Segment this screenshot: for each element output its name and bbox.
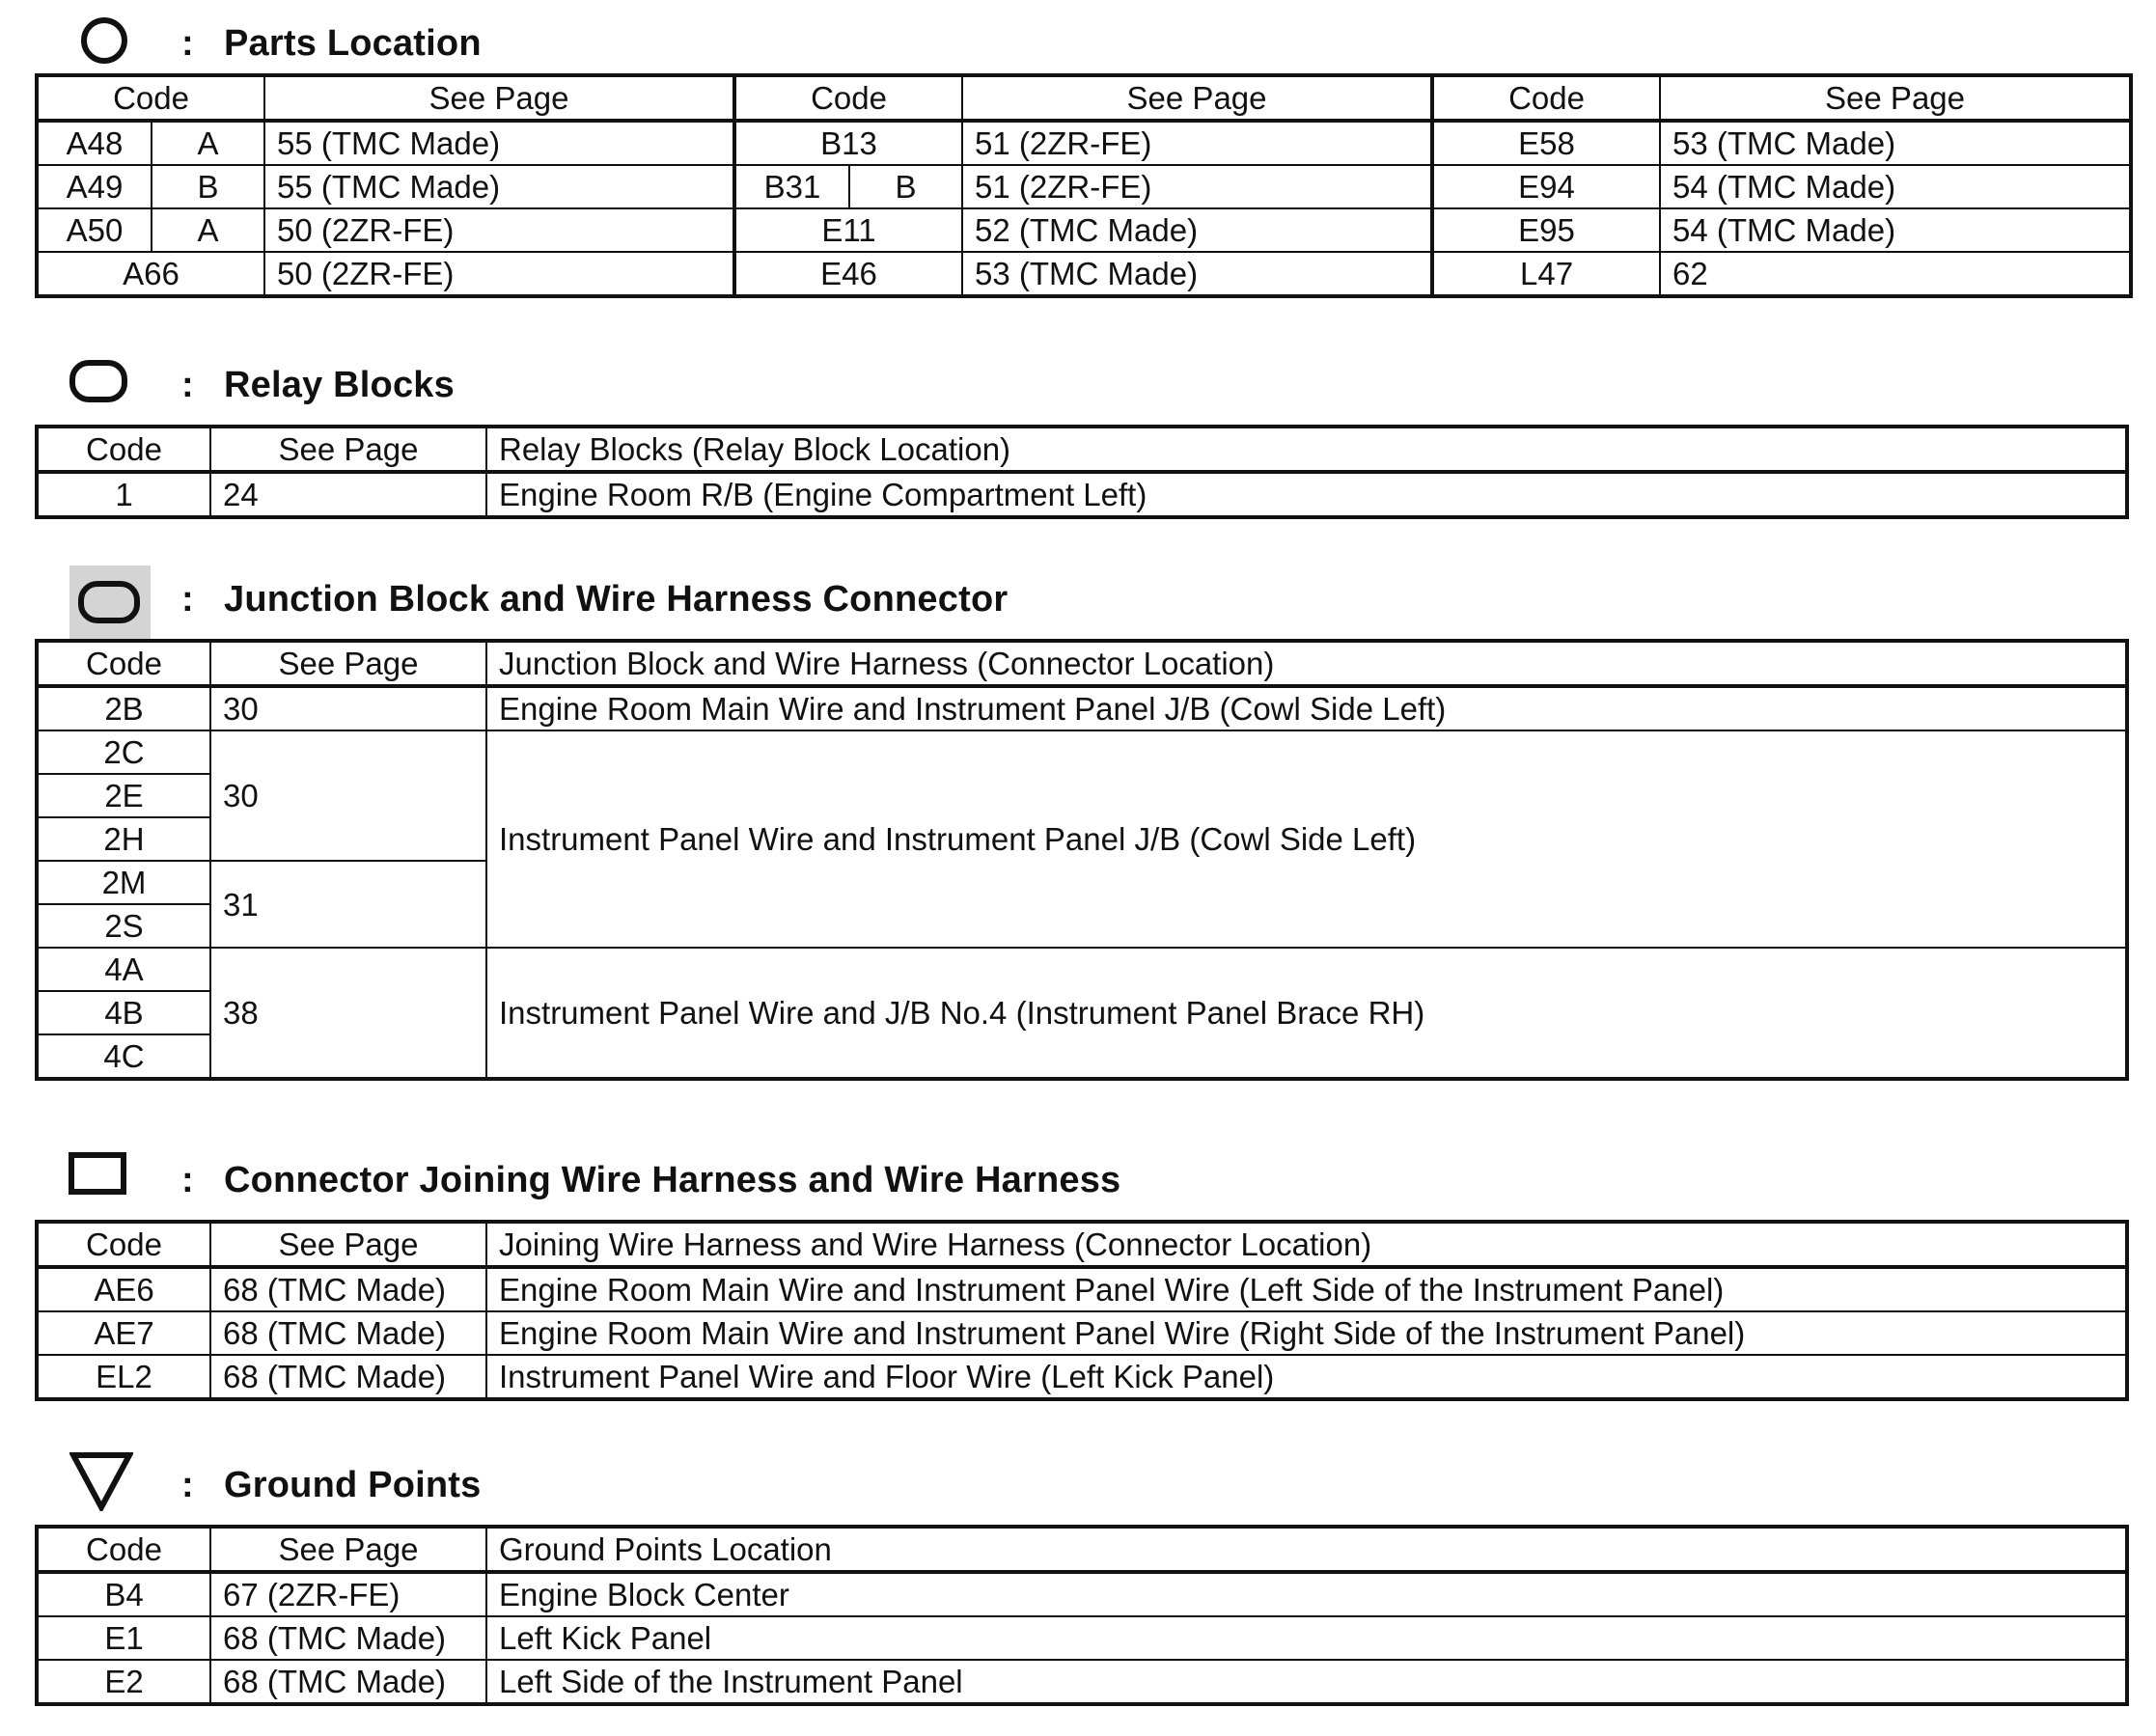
code-cell: 2B xyxy=(37,686,210,730)
table-row xyxy=(37,686,2127,730)
header-code: Code xyxy=(37,1222,210,1267)
page-cell: 62 xyxy=(1660,252,2131,296)
code-cell: 2C xyxy=(37,730,210,774)
heading-colon: : xyxy=(181,1465,194,1505)
code-cell: 2M xyxy=(37,861,210,904)
table-header-row xyxy=(37,1527,2127,1572)
page-cell: 30 xyxy=(210,686,486,730)
section-title: Parts Location xyxy=(224,23,482,64)
code-sub-cell: B xyxy=(849,165,962,208)
section-title: Connector Joining Wire Harness and Wire Harness xyxy=(224,1160,1121,1200)
square-icon xyxy=(68,1150,129,1199)
page-cell: 51 (2ZR-FE) xyxy=(962,165,1432,208)
page-cell: 53 (TMC Made) xyxy=(1660,121,2131,165)
table-row xyxy=(37,1660,2127,1704)
code-cell: B13 xyxy=(734,121,962,165)
description-cell: Engine Room R/B (Engine Compartment Left) xyxy=(486,472,2127,517)
section-title: Junction Block and Wire Harness Connector xyxy=(224,579,1009,620)
code-cell: EL2 xyxy=(37,1355,210,1399)
page-cell: 54 (TMC Made) xyxy=(1660,165,2131,208)
circle-icon xyxy=(79,15,129,66)
code-cell: A50 xyxy=(37,208,152,252)
table-row xyxy=(37,1267,2127,1311)
table-row xyxy=(37,208,2131,252)
page-cell: 30 xyxy=(210,730,486,861)
parts-location-heading xyxy=(0,10,2156,77)
table-row xyxy=(37,1311,2127,1355)
code-cell: B4 xyxy=(37,1572,210,1616)
page-cell: 54 (TMC Made) xyxy=(1660,208,2131,252)
code-cell: E94 xyxy=(1432,165,1660,208)
header-code: Code xyxy=(37,75,264,121)
code-sub-cell: A xyxy=(152,121,264,165)
table-header-row xyxy=(37,427,2127,472)
relay-blocks-heading xyxy=(0,351,2156,419)
code-cell: E58 xyxy=(1432,121,1660,165)
heading-colon: : xyxy=(181,365,194,405)
code-cell: AE7 xyxy=(37,1311,210,1355)
code-cell: 4A xyxy=(37,948,210,991)
header-description: Joining Wire Harness and Wire Harness (Connector Location) xyxy=(486,1222,2127,1267)
heading-colon: : xyxy=(181,579,194,620)
header-code: Code xyxy=(37,1527,210,1572)
page-cell: 55 (TMC Made) xyxy=(264,165,734,208)
heading-colon: : xyxy=(181,23,194,64)
table-row xyxy=(37,252,2131,296)
shaded-rounded-rect-icon xyxy=(69,565,151,639)
code-cell: E1 xyxy=(37,1616,210,1660)
description-cell: Engine Room Main Wire and Instrument Panel Wire (Left Side of the Instrument Panel) xyxy=(486,1267,2127,1311)
description-cell: Instrument Panel Wire and Instrument Panel J/B (Cowl Side Left) xyxy=(486,730,2127,948)
code-cell: 4C xyxy=(37,1034,210,1079)
code-cell: E46 xyxy=(734,252,962,296)
code-cell: 2H xyxy=(37,817,210,861)
header-description: Junction Block and Wire Harness (Connector Location) xyxy=(486,641,2127,686)
page-cell: 51 (2ZR-FE) xyxy=(962,121,1432,165)
header-description: Relay Blocks (Relay Block Location) xyxy=(486,427,2127,472)
relay-blocks-table xyxy=(35,425,2129,519)
table-row xyxy=(37,165,2131,208)
description-cell: Instrument Panel Wire and J/B No.4 (Instrument Panel Brace RH) xyxy=(486,948,2127,1079)
page-cell: 68 (TMC Made) xyxy=(210,1355,486,1399)
page-cell: 55 (TMC Made) xyxy=(264,121,734,165)
code-cell: 4B xyxy=(37,991,210,1034)
code-cell: 2S xyxy=(37,904,210,948)
description-cell: Engine Block Center xyxy=(486,1572,2127,1616)
description-cell: Instrument Panel Wire and Floor Wire (Left Kick Panel) xyxy=(486,1355,2127,1399)
table-header-row xyxy=(37,641,2127,686)
rounded-rect-icon xyxy=(68,357,129,407)
header-code: Code xyxy=(37,427,210,472)
table-row xyxy=(37,948,2127,991)
page-cell: 68 (TMC Made) xyxy=(210,1660,486,1704)
page-cell: 31 xyxy=(210,861,486,948)
table-row xyxy=(37,730,2127,774)
section-title: Ground Points xyxy=(224,1465,482,1505)
table-header-row xyxy=(37,75,2131,121)
table-row xyxy=(37,1355,2127,1399)
header-code: Code xyxy=(37,641,210,686)
code-cell: B31 xyxy=(734,165,849,208)
page-cell: 52 (TMC Made) xyxy=(962,208,1432,252)
header-see-page: See Page xyxy=(210,1222,486,1267)
code-cell: L47 xyxy=(1432,252,1660,296)
code-cell: AE6 xyxy=(37,1267,210,1311)
header-see-page: See Page xyxy=(210,1527,486,1572)
code-sub-cell: B xyxy=(152,165,264,208)
code-cell: E11 xyxy=(734,208,962,252)
header-code: Code xyxy=(734,75,962,121)
page-cell: 53 (TMC Made) xyxy=(962,252,1432,296)
page-cell: 68 (TMC Made) xyxy=(210,1311,486,1355)
code-cell: 1 xyxy=(37,472,210,517)
header-description: Ground Points Location xyxy=(486,1527,2127,1572)
parts-location-table xyxy=(35,73,2133,298)
connector-joining-heading xyxy=(0,1146,2156,1214)
junction-block-table xyxy=(35,639,2129,1081)
description-cell: Left Kick Panel xyxy=(486,1616,2127,1660)
header-see-page: See Page xyxy=(210,641,486,686)
description-cell: Left Side of the Instrument Panel xyxy=(486,1660,2127,1704)
table-row xyxy=(37,121,2131,165)
triangle-down-icon xyxy=(69,1451,133,1511)
code-cell: A66 xyxy=(37,252,264,296)
table-header-row xyxy=(37,1222,2127,1267)
section-title: Relay Blocks xyxy=(224,365,455,405)
page-cell: 50 (2ZR-FE) xyxy=(264,252,734,296)
description-cell: Engine Room Main Wire and Instrument Panel Wire (Right Side of the Instrument Panel) xyxy=(486,1311,2127,1355)
header-see-page: See Page xyxy=(210,427,486,472)
code-cell: E2 xyxy=(37,1660,210,1704)
header-code: Code xyxy=(1432,75,1660,121)
junction-block-heading xyxy=(0,565,2156,633)
code-cell: A49 xyxy=(37,165,152,208)
page-cell: 38 xyxy=(210,948,486,1079)
page-cell: 68 (TMC Made) xyxy=(210,1616,486,1660)
heading-colon: : xyxy=(181,1160,194,1200)
description-cell: Engine Room Main Wire and Instrument Panel J/B (Cowl Side Left) xyxy=(486,686,2127,730)
table-row xyxy=(37,472,2127,517)
ground-points-heading xyxy=(0,1451,2156,1519)
code-cell: E95 xyxy=(1432,208,1660,252)
ground-points-table xyxy=(35,1525,2129,1706)
page-cell: 24 xyxy=(210,472,486,517)
table-row xyxy=(37,1616,2127,1660)
code-sub-cell: A xyxy=(152,208,264,252)
page-cell: 50 (2ZR-FE) xyxy=(264,208,734,252)
header-see-page: See Page xyxy=(962,75,1432,121)
page-cell: 68 (TMC Made) xyxy=(210,1267,486,1311)
header-see-page: See Page xyxy=(1660,75,2131,121)
code-cell: 2E xyxy=(37,774,210,817)
header-see-page: See Page xyxy=(264,75,734,121)
connector-joining-table xyxy=(35,1220,2129,1401)
table-row xyxy=(37,1572,2127,1616)
code-cell: A48 xyxy=(37,121,152,165)
page-cell: 67 (2ZR-FE) xyxy=(210,1572,486,1616)
